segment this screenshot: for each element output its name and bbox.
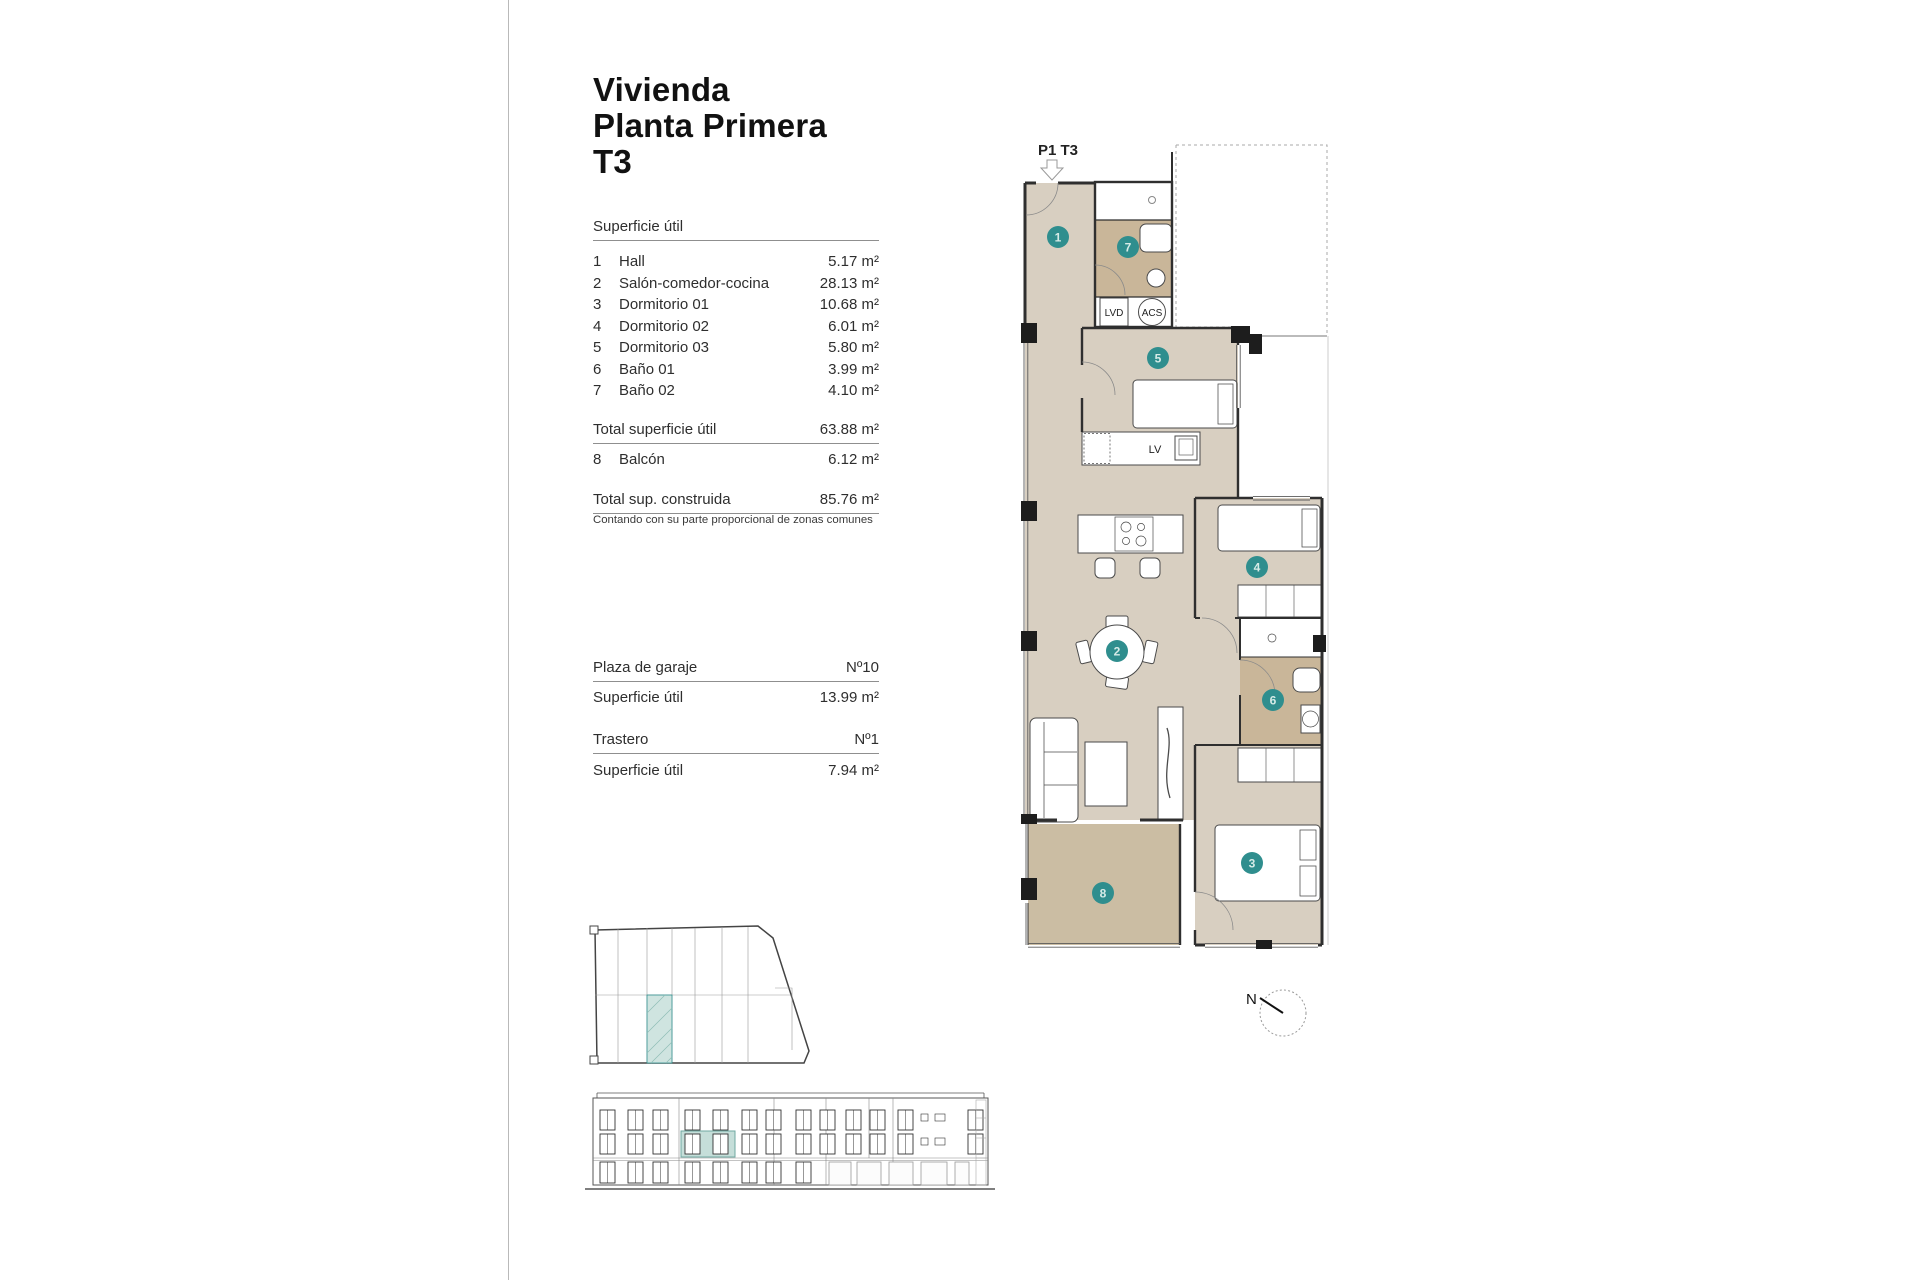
- row-value: 5.80 m²: [828, 339, 879, 357]
- footnote: Contando con su parte proporcional de zonas comunes: [593, 514, 873, 526]
- room-marker-7: 7: [1124, 240, 1132, 255]
- room-marker-4: 4: [1253, 560, 1261, 575]
- north-indicator: [1228, 973, 1338, 1063]
- tv-unit: [1158, 707, 1183, 820]
- page-divider-line: [508, 0, 509, 1280]
- north-label: N: [1246, 991, 1257, 1008]
- room-marker-1: 1: [1054, 230, 1062, 245]
- acs-label: ACS: [1141, 308, 1163, 319]
- row-num: 7: [593, 382, 602, 400]
- bathtub-6: [1293, 668, 1320, 692]
- neighbour-boundary-dashed: [1176, 145, 1327, 336]
- row-num: 5: [593, 339, 602, 357]
- table-row: [593, 316, 879, 338]
- garage-row: [593, 659, 879, 682]
- wardrobe-dorm02: [1238, 585, 1322, 617]
- row-value: 3.99 m²: [828, 360, 879, 378]
- row-label: Baño 02: [619, 382, 675, 400]
- built-value: 85.76 m²: [819, 491, 879, 508]
- pillow: [1300, 830, 1316, 860]
- storage-area-row: [593, 762, 879, 784]
- row-value: 6.01 m²: [828, 317, 879, 335]
- garage-area-label: Superficie útil: [593, 689, 684, 706]
- row-value: 10.68 m²: [819, 296, 879, 314]
- table-row: [593, 251, 879, 273]
- storage-row: [593, 731, 879, 754]
- row-label: Salón-comedor-cocina: [619, 274, 770, 292]
- plan-unit-label: P1 T3: [1038, 142, 1079, 159]
- storage-label: Trastero: [593, 731, 649, 748]
- lv-label: LV: [1148, 444, 1162, 456]
- north-needle-icon: [1260, 998, 1283, 1013]
- built-label: Total sup. construida: [593, 491, 731, 508]
- pillow: [1300, 866, 1316, 896]
- total-value: 63.88 m²: [819, 421, 879, 438]
- garage-value: Nº10: [846, 659, 879, 676]
- washbasin-7: [1147, 269, 1165, 287]
- row-num: 6: [593, 360, 602, 378]
- row-num: 1: [593, 253, 602, 271]
- key-plan: [585, 918, 820, 1073]
- storage-area-value: 7.94 m²: [828, 762, 879, 779]
- area-table-title: Superficie útil: [593, 218, 684, 235]
- floor-plan: [1000, 130, 1345, 1030]
- highlighted-unit: [647, 995, 672, 1063]
- table-row: [593, 337, 879, 359]
- total-label: Total superficie útil: [593, 421, 717, 438]
- row-value: 6.12 m²: [828, 451, 879, 469]
- garage-label: Plaza de garaje: [593, 659, 698, 676]
- garage-area-value: 13.99 m²: [819, 689, 879, 706]
- row-label: Baño 01: [619, 360, 675, 378]
- coffee-table: [1085, 742, 1127, 806]
- garage-area-row: [593, 689, 879, 711]
- title-line-1: Vivienda: [593, 71, 730, 108]
- title-line-2: Planta Primera: [593, 107, 827, 144]
- room-marker-2: 2: [1113, 644, 1121, 659]
- lvd-label: LVD: [1104, 308, 1124, 319]
- total-useful-area-row: [593, 421, 879, 444]
- row-label: Hall: [619, 253, 645, 271]
- table-row: [593, 294, 879, 316]
- area-table-rows: [593, 251, 879, 402]
- row-num: 2: [593, 274, 602, 292]
- entrance-arrow-icon: [1041, 160, 1063, 180]
- cooktop: [1115, 517, 1153, 551]
- table-row: [593, 359, 879, 381]
- page-title: [593, 72, 827, 180]
- area-table-header: [593, 218, 879, 241]
- oven: [1084, 434, 1110, 464]
- room-marker-8: 8: [1099, 886, 1107, 901]
- table-row: [593, 273, 879, 295]
- storage-value: Nº1: [854, 731, 879, 748]
- table-row: [593, 380, 879, 402]
- row-label: Dormitorio 01: [619, 296, 710, 314]
- pillow: [1302, 509, 1317, 547]
- row-value: 4.10 m²: [828, 382, 879, 400]
- washbasin-6: [1268, 634, 1276, 642]
- building-outline: [595, 926, 809, 1063]
- balcony-row: [593, 449, 879, 471]
- room-marker-5: 5: [1154, 351, 1162, 366]
- bathtub-7: [1140, 224, 1172, 252]
- built-area-row: [593, 491, 879, 514]
- row-label: Balcón: [619, 451, 665, 469]
- row-value: 5.17 m²: [828, 253, 879, 271]
- pillow: [1218, 384, 1233, 424]
- row-num: 4: [593, 317, 602, 335]
- sofa: [1030, 718, 1078, 822]
- room-marker-6: 6: [1269, 693, 1277, 708]
- storage-area-label: Superficie útil: [593, 762, 684, 779]
- wardrobe-dorm01: [1238, 748, 1322, 782]
- row-num: 3: [593, 296, 602, 314]
- row-label: Dormitorio 03: [619, 339, 710, 357]
- title-line-3: T3: [593, 143, 632, 180]
- building-elevation: [583, 1088, 998, 1198]
- row-label: Dormitorio 02: [619, 317, 710, 335]
- row-value: 28.13 m²: [819, 274, 879, 292]
- toilet-7: [1149, 197, 1156, 204]
- room-marker-3: 3: [1248, 856, 1256, 871]
- stool: [1140, 558, 1160, 578]
- stool: [1095, 558, 1115, 578]
- row-num: 8: [593, 451, 602, 469]
